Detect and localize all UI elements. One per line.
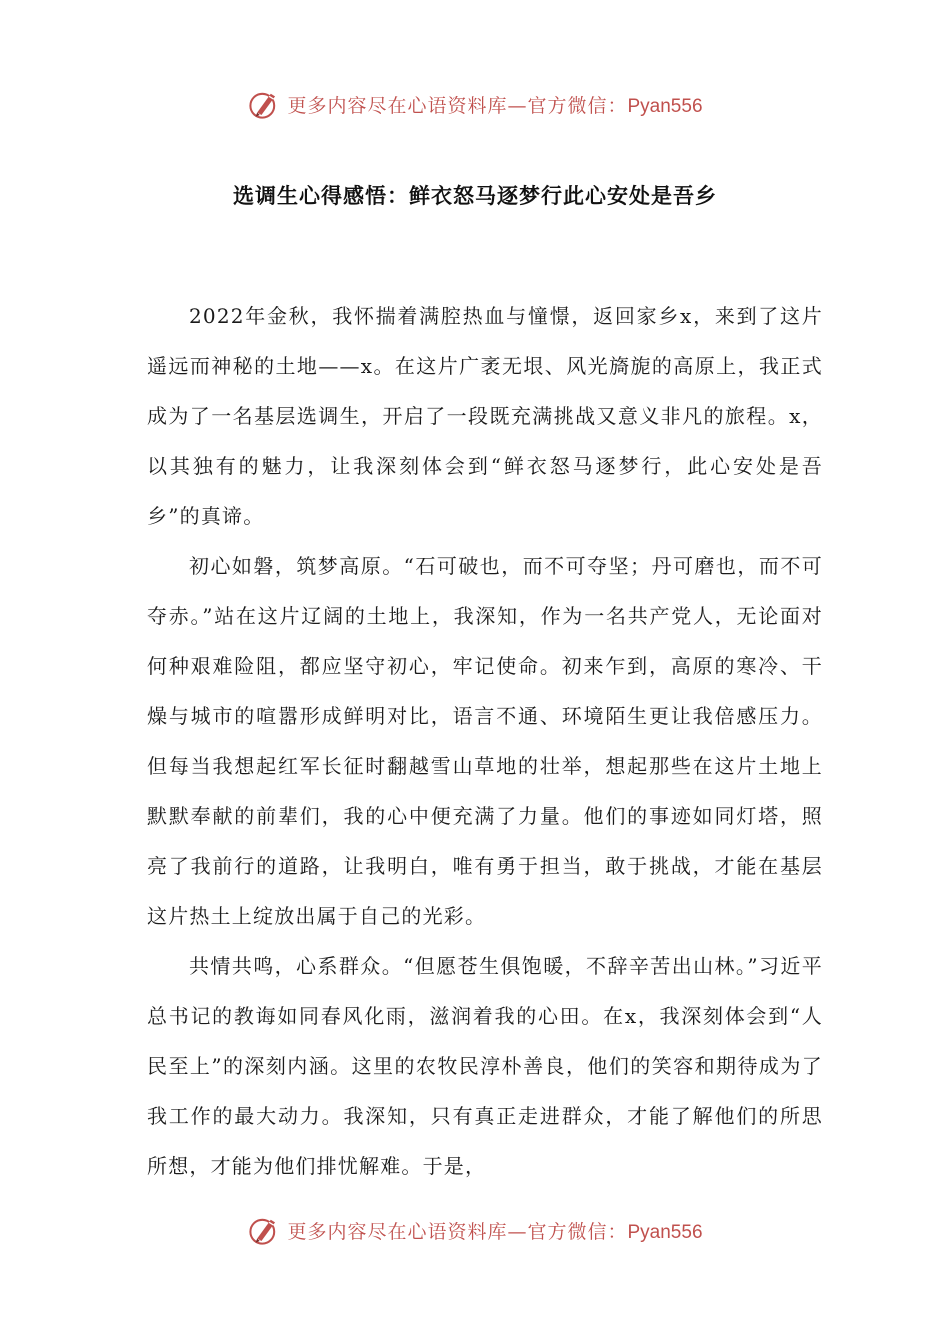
pen-logo-icon [247,87,281,121]
document-title: 选调生心得感悟：鲜衣怒马逐梦行此心安处是吾乡 [233,183,717,208]
paragraph: 共情共鸣，心系群众。“但愿苍生俱饱暖，不辞辛苦出山林。”习近平总书记的教诲如同春风化雨，滋润着我的心田。在x，我深刻体会到“人民至上”的深刻内涵。这里的农牧民淳朴善良，他们的笑容和期待成为了我工作的最大动力。我深知，只有真正走进群众，才能了解他们的所思所想，才能为他们排忧解难。于是， [147,954,823,1178]
banner-brand: Pyan556 [627,95,703,117]
banner-brand: Pyan556 [627,1221,703,1243]
document-body [147,291,823,1191]
banner-text: 更多内容尽在心语资料库—官方微信：Pyan556 [287,1220,703,1243]
header-banner [0,84,950,124]
footer-banner [0,1210,950,1250]
paragraph: 初心如磐，筑梦高原。“石可破也，而不可夺坚；丹可磨也，而不可夺赤。”站在这片辽阔的土地上，我深知，作为一名共产党人，无论面对何种艰难险阻，都应坚守初心，牢记使命。初来乍到，高原的寒冷、干燥与城市的喧嚣形成鲜明对比，语言不通、环境陌生更让我倍感压力。但每当我想起红军长征时翻越雪山草地的壮举，想起那些在这片土地上默默奉献的前辈们，我的心中便充满了力量。他们的事迹如同灯塔，照亮了我前行的道路，让我明白，唯有勇于担当，敢于挑战，才能在基层这片热土上绽放出属于自己的光彩。 [147,554,823,928]
paragraph: 2022年金秋，我怀揣着满腔热血与憧憬，返回家乡x，来到了这片遥远而神秘的土地——x。在这片广袤无垠、风光旖旎的高原上，我正式成为了一名基层选调生，开启了一段既充满挑战又意义非凡的旅程。x，以其独有的魅力，让我深刻体会到“鲜衣怒马逐梦行，此心安处是吾乡”的真谛。 [147,304,823,528]
banner-text: 更多内容尽在心语资料库—官方微信：Pyan556 [287,94,703,117]
pen-logo-icon [247,1213,281,1247]
